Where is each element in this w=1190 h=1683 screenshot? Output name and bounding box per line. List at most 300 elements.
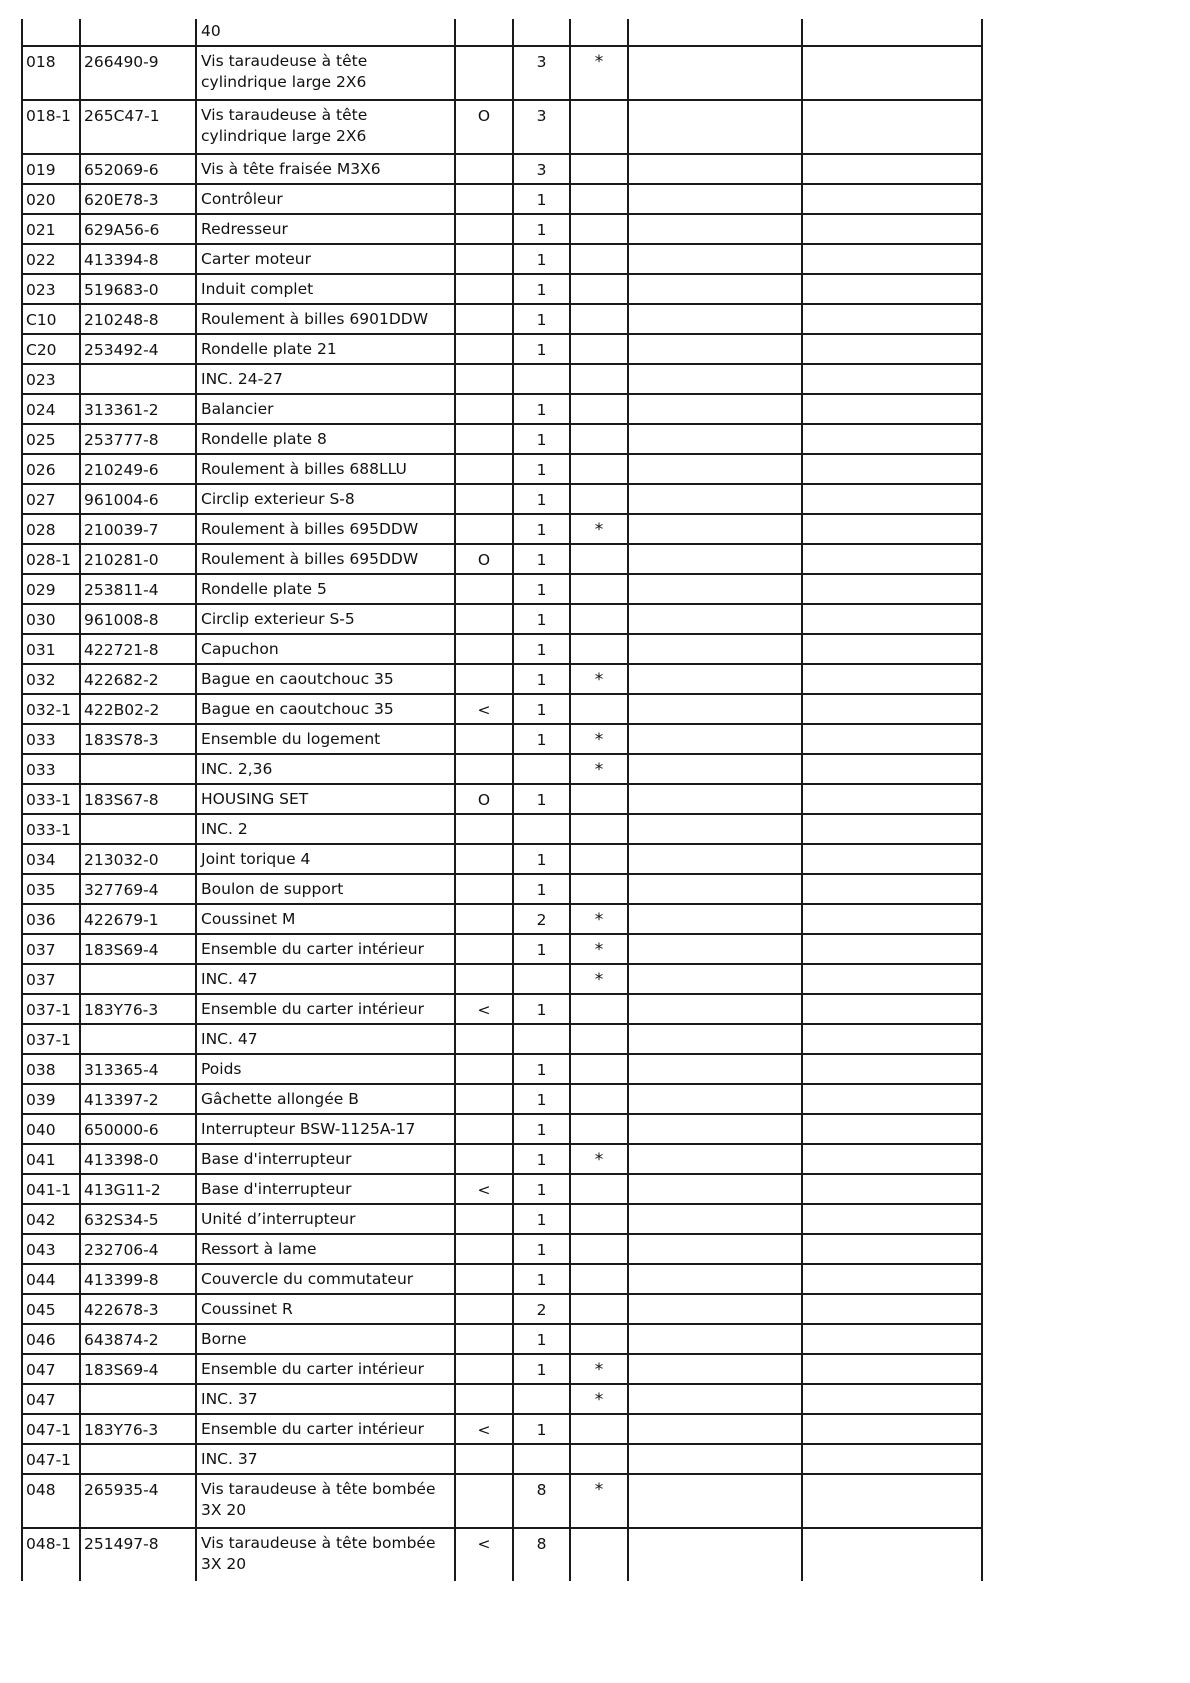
note-cell <box>628 544 802 574</box>
quantity-cell: 1 <box>513 334 570 364</box>
item-number-cell: 037-1 <box>22 1024 80 1054</box>
marker-cell <box>570 784 628 814</box>
item-number-cell: 026 <box>22 454 80 484</box>
quantity-cell <box>513 364 570 394</box>
description-text: Rondelle plate 8 <box>201 430 327 448</box>
change-flag-cell <box>455 874 513 904</box>
change-flag-cell <box>455 934 513 964</box>
item-number-cell: 048-1 <box>22 1528 80 1581</box>
quantity-cell: 1 <box>513 454 570 484</box>
description-text: Coussinet M <box>201 910 296 928</box>
table-row <box>22 1324 982 1354</box>
part-number-cell <box>80 964 196 994</box>
quantity-cell: 1 <box>513 784 570 814</box>
remarks-cell <box>802 634 982 664</box>
part-number-cell: 210039-7 <box>80 514 196 544</box>
description-cell <box>196 904 455 934</box>
table-row <box>22 1528 982 1581</box>
remarks-cell <box>802 1474 982 1528</box>
marker-cell <box>570 874 628 904</box>
quantity-cell: 1 <box>513 694 570 724</box>
remarks-cell <box>802 1054 982 1084</box>
marker-cell <box>570 100 628 154</box>
quantity-cell: 8 <box>513 1528 570 1581</box>
change-flag-cell <box>455 364 513 394</box>
part-number-cell: 643874-2 <box>80 1324 196 1354</box>
description-text: INC. 24-27 <box>201 370 283 388</box>
item-number-cell: 028-1 <box>22 544 80 574</box>
item-number-cell: 020 <box>22 184 80 214</box>
marker-cell <box>570 1204 628 1234</box>
table-row <box>22 1264 982 1294</box>
marker-cell <box>570 1264 628 1294</box>
description-cell <box>196 934 455 964</box>
note-cell <box>628 244 802 274</box>
description-text: Capuchon <box>201 640 279 658</box>
item-number-cell: 041 <box>22 1144 80 1174</box>
item-number-cell: 022 <box>22 244 80 274</box>
marker-cell <box>570 1084 628 1114</box>
marker-cell <box>570 574 628 604</box>
change-flag-cell <box>455 1234 513 1264</box>
description-text: INC. 37 <box>201 1390 258 1408</box>
marker-cell: * <box>570 724 628 754</box>
table-row <box>22 904 982 934</box>
quantity-cell: 1 <box>513 724 570 754</box>
description-cell <box>196 574 455 604</box>
note-cell <box>628 724 802 754</box>
note-cell <box>628 1174 802 1204</box>
description-cell <box>196 1324 455 1354</box>
part-number-cell: 961004-6 <box>80 484 196 514</box>
remarks-cell <box>802 964 982 994</box>
remarks-cell <box>802 214 982 244</box>
quantity-cell <box>513 964 570 994</box>
note-cell <box>628 484 802 514</box>
remarks-cell <box>802 1144 982 1174</box>
marker-cell <box>570 994 628 1024</box>
note-cell <box>628 304 802 334</box>
change-flag-cell <box>455 184 513 214</box>
note-cell <box>628 1444 802 1474</box>
change-flag-cell <box>455 574 513 604</box>
marker-cell <box>570 1024 628 1054</box>
note-cell <box>628 694 802 724</box>
remarks-cell <box>802 244 982 274</box>
note-cell <box>628 754 802 784</box>
quantity-cell: 1 <box>513 394 570 424</box>
remarks-cell <box>802 694 982 724</box>
description-cell <box>196 1144 455 1174</box>
note-cell <box>628 454 802 484</box>
change-flag-cell <box>455 46 513 100</box>
table-row <box>22 844 982 874</box>
remarks-cell <box>802 1444 982 1474</box>
description-text: Borne <box>201 1330 247 1348</box>
table-row <box>22 694 982 724</box>
description-text: Unité d’interrupteur <box>201 1210 356 1228</box>
item-number-cell: 047 <box>22 1384 80 1414</box>
item-number-cell: 045 <box>22 1294 80 1324</box>
description-text: Ensemble du carter intérieur <box>201 1420 424 1438</box>
description-cell <box>196 1384 455 1414</box>
marker-cell <box>570 1234 628 1264</box>
description-cell <box>196 424 455 454</box>
quantity-cell: 1 <box>513 634 570 664</box>
description-text: Bague en caoutchouc 35 <box>201 670 394 688</box>
quantity-cell: 8 <box>513 1474 570 1528</box>
part-number-cell: 183S78-3 <box>80 724 196 754</box>
note-cell <box>628 1024 802 1054</box>
table-row <box>22 274 982 304</box>
marker-cell: * <box>570 664 628 694</box>
marker-cell <box>570 244 628 274</box>
description-cell <box>196 1444 455 1474</box>
remarks-cell <box>802 724 982 754</box>
change-flag-cell <box>455 1474 513 1528</box>
table-row <box>22 1414 982 1444</box>
part-number-cell: 413394-8 <box>80 244 196 274</box>
item-number-cell: 033 <box>22 754 80 784</box>
part-number-cell <box>80 1384 196 1414</box>
description-cell <box>196 1264 455 1294</box>
remarks-cell <box>802 1294 982 1324</box>
note-cell <box>628 1354 802 1384</box>
description-text: Ressort à lame <box>201 1240 317 1258</box>
change-flag-cell <box>455 1324 513 1354</box>
change-flag-cell <box>455 1444 513 1474</box>
note-cell <box>628 274 802 304</box>
note-cell <box>628 844 802 874</box>
item-number-cell: 044 <box>22 1264 80 1294</box>
remarks-cell <box>802 46 982 100</box>
table-row <box>22 1294 982 1324</box>
table-row <box>22 46 982 100</box>
part-number-cell: 183Y76-3 <box>80 994 196 1024</box>
part-number-cell: 961008-8 <box>80 604 196 634</box>
quantity-cell: 1 <box>513 484 570 514</box>
table-row <box>22 784 982 814</box>
change-flag-cell <box>455 1084 513 1114</box>
description-cell <box>196 874 455 904</box>
description-cell <box>196 1414 455 1444</box>
item-number-cell: 035 <box>22 874 80 904</box>
quantity-cell: 1 <box>513 1324 570 1354</box>
table-row <box>22 1354 982 1384</box>
part-number-cell: 413G11-2 <box>80 1174 196 1204</box>
description-cell <box>196 100 455 154</box>
part-number-cell: 413399-8 <box>80 1264 196 1294</box>
remarks-cell <box>802 784 982 814</box>
marker-cell <box>570 1054 628 1084</box>
note-cell <box>628 934 802 964</box>
item-number-cell: 048 <box>22 1474 80 1528</box>
marker-cell <box>570 19 628 46</box>
description-cell <box>196 604 455 634</box>
note-cell <box>628 1144 802 1174</box>
table-row <box>22 1024 982 1054</box>
change-flag-cell <box>455 424 513 454</box>
remarks-cell <box>802 664 982 694</box>
table-row <box>22 1384 982 1414</box>
description-text: Ensemble du carter intérieur <box>201 940 424 958</box>
marker-cell <box>570 844 628 874</box>
part-number-cell: 183Y76-3 <box>80 1414 196 1444</box>
remarks-cell <box>802 334 982 364</box>
description-text: INC. 47 <box>201 1030 258 1048</box>
quantity-cell: 1 <box>513 994 570 1024</box>
description-cell <box>196 844 455 874</box>
description-cell <box>196 46 455 100</box>
item-number-cell: 033 <box>22 724 80 754</box>
change-flag-cell: < <box>455 1528 513 1581</box>
description-cell <box>196 544 455 574</box>
marker-cell <box>570 604 628 634</box>
quantity-cell: 3 <box>513 154 570 184</box>
table-row <box>22 514 982 544</box>
parts-table <box>21 19 983 1581</box>
item-number-cell: 021 <box>22 214 80 244</box>
note-cell <box>628 19 802 46</box>
description-text: Base d'interrupteur <box>201 1150 352 1168</box>
change-flag-cell <box>455 1294 513 1324</box>
quantity-cell: 1 <box>513 184 570 214</box>
description-text: Couvercle du commutateur <box>201 1270 414 1288</box>
note-cell <box>628 574 802 604</box>
table-row <box>22 934 982 964</box>
marker-cell: * <box>570 46 628 100</box>
item-number-cell: 024 <box>22 394 80 424</box>
change-flag-cell <box>455 1144 513 1174</box>
item-number-cell: 036 <box>22 904 80 934</box>
change-flag-cell <box>455 394 513 424</box>
item-number-cell: 028 <box>22 514 80 544</box>
remarks-cell <box>802 1234 982 1264</box>
marker-cell <box>570 814 628 844</box>
remarks-cell <box>802 19 982 46</box>
change-flag-cell: O <box>455 100 513 154</box>
table-row <box>22 1474 982 1528</box>
marker-cell: * <box>570 1384 628 1414</box>
quantity-cell: 1 <box>513 544 570 574</box>
remarks-cell <box>802 1528 982 1581</box>
description-cell <box>196 19 455 46</box>
item-number-cell: 038 <box>22 1054 80 1084</box>
description-cell <box>196 364 455 394</box>
change-flag-cell: < <box>455 1414 513 1444</box>
quantity-cell: 1 <box>513 274 570 304</box>
quantity-cell: 2 <box>513 904 570 934</box>
item-number-cell: 037 <box>22 964 80 994</box>
note-cell <box>628 1324 802 1354</box>
description-cell <box>196 1174 455 1204</box>
remarks-cell <box>802 1264 982 1294</box>
part-number-cell: 253777-8 <box>80 424 196 454</box>
note-cell <box>628 424 802 454</box>
marker-cell: * <box>570 964 628 994</box>
table-row <box>22 1234 982 1264</box>
change-flag-cell <box>455 334 513 364</box>
change-flag-cell <box>455 1384 513 1414</box>
note-cell <box>628 814 802 844</box>
change-flag-cell <box>455 1054 513 1084</box>
description-text: Coussinet R <box>201 1300 293 1318</box>
table-row <box>22 574 982 604</box>
description-text: Vis taraudeuse à tête bombée 3X 20 <box>201 1534 436 1573</box>
table-row <box>22 100 982 154</box>
part-number-cell: 183S69-4 <box>80 1354 196 1384</box>
part-number-cell: 210248-8 <box>80 304 196 334</box>
quantity-cell: 1 <box>513 1204 570 1234</box>
description-cell <box>196 964 455 994</box>
description-cell <box>196 334 455 364</box>
item-number-cell: 047-1 <box>22 1444 80 1474</box>
description-cell <box>196 694 455 724</box>
remarks-cell <box>802 1024 982 1054</box>
description-cell <box>196 1204 455 1234</box>
remarks-cell <box>802 514 982 544</box>
marker-cell <box>570 364 628 394</box>
part-number-cell: 265935-4 <box>80 1474 196 1528</box>
part-number-cell: 422682-2 <box>80 664 196 694</box>
description-text: Vis taraudeuse à tête cylindrique large 2X6 <box>201 52 368 91</box>
description-cell <box>196 274 455 304</box>
part-number-cell: 253811-4 <box>80 574 196 604</box>
item-number-cell: 034 <box>22 844 80 874</box>
table-row <box>22 214 982 244</box>
part-number-cell: 183S69-4 <box>80 934 196 964</box>
marker-cell <box>570 154 628 184</box>
table-row <box>22 994 982 1024</box>
note-cell <box>628 214 802 244</box>
description-text: Vis taraudeuse à tête bombée 3X 20 <box>201 1480 436 1519</box>
note-cell <box>628 394 802 424</box>
part-number-cell: 232706-4 <box>80 1234 196 1264</box>
change-flag-cell <box>455 514 513 544</box>
change-flag-cell <box>455 1264 513 1294</box>
note-cell <box>628 1414 802 1444</box>
description-cell <box>196 664 455 694</box>
remarks-cell <box>802 364 982 394</box>
quantity-cell: 1 <box>513 934 570 964</box>
marker-cell: * <box>570 1354 628 1384</box>
description-text: Roulement à billes 695DDW <box>201 550 419 568</box>
change-flag-cell <box>455 604 513 634</box>
marker-cell <box>570 1114 628 1144</box>
description-text: Vis à tête fraisée M3X6 <box>201 160 381 178</box>
item-number-cell: 023 <box>22 274 80 304</box>
part-number-cell: 652069-6 <box>80 154 196 184</box>
item-number-cell: 023 <box>22 364 80 394</box>
marker-cell <box>570 334 628 364</box>
change-flag-cell: < <box>455 694 513 724</box>
note-cell <box>628 1084 802 1114</box>
part-number-cell <box>80 1444 196 1474</box>
quantity-cell: 3 <box>513 100 570 154</box>
item-number-cell: 033-1 <box>22 784 80 814</box>
description-text: Induit complet <box>201 280 314 298</box>
item-number-cell: C20 <box>22 334 80 364</box>
marker-cell: * <box>570 934 628 964</box>
quantity-cell: 1 <box>513 1114 570 1144</box>
note-cell <box>628 514 802 544</box>
description-text: Gâchette allongée B <box>201 1090 359 1108</box>
change-flag-cell: O <box>455 544 513 574</box>
part-number-cell <box>80 814 196 844</box>
part-number-cell: 313361-2 <box>80 394 196 424</box>
item-number-cell: 031 <box>22 634 80 664</box>
description-text: Roulement à billes 6901DDW <box>201 310 429 328</box>
table-row <box>22 1174 982 1204</box>
note-cell <box>628 964 802 994</box>
remarks-cell <box>802 844 982 874</box>
description-cell <box>196 154 455 184</box>
change-flag-cell: O <box>455 784 513 814</box>
marker-cell: * <box>570 1144 628 1174</box>
part-number-cell: 213032-0 <box>80 844 196 874</box>
note-cell <box>628 1054 802 1084</box>
table-row <box>22 424 982 454</box>
quantity-cell: 1 <box>513 1234 570 1264</box>
change-flag-cell <box>455 844 513 874</box>
description-text: 40 <box>201 22 221 40</box>
description-text: INC. 2,36 <box>201 760 273 778</box>
remarks-cell <box>802 1204 982 1234</box>
table-row <box>22 634 982 664</box>
note-cell <box>628 1384 802 1414</box>
quantity-cell: 1 <box>513 1414 570 1444</box>
table-row <box>22 454 982 484</box>
description-text: INC. 2 <box>201 820 248 838</box>
item-number-cell: 018 <box>22 46 80 100</box>
note-cell <box>628 604 802 634</box>
table-row <box>22 664 982 694</box>
item-number-cell: 037-1 <box>22 994 80 1024</box>
note-cell <box>628 1474 802 1528</box>
description-cell <box>196 1114 455 1144</box>
table-row <box>22 544 982 574</box>
quantity-cell: 3 <box>513 46 570 100</box>
item-number-cell: 019 <box>22 154 80 184</box>
table-row <box>22 484 982 514</box>
change-flag-cell <box>455 1114 513 1144</box>
table-row <box>22 244 982 274</box>
table-row <box>22 19 982 46</box>
marker-cell <box>570 304 628 334</box>
part-number-cell <box>80 754 196 784</box>
quantity-cell <box>513 1384 570 1414</box>
table-row <box>22 1144 982 1174</box>
remarks-cell <box>802 814 982 844</box>
description-cell <box>196 394 455 424</box>
item-number-cell: 033-1 <box>22 814 80 844</box>
note-cell <box>628 100 802 154</box>
description-text: Ensemble du logement <box>201 730 381 748</box>
remarks-cell <box>802 604 982 634</box>
description-cell <box>196 1474 455 1528</box>
item-number-cell: C10 <box>22 304 80 334</box>
change-flag-cell <box>455 454 513 484</box>
item-number-cell: 047 <box>22 1354 80 1384</box>
item-number-cell: 029 <box>22 574 80 604</box>
part-number-cell: 519683-0 <box>80 274 196 304</box>
description-cell <box>196 784 455 814</box>
change-flag-cell <box>455 664 513 694</box>
marker-cell: * <box>570 1474 628 1528</box>
remarks-cell <box>802 424 982 454</box>
quantity-cell: 1 <box>513 1174 570 1204</box>
marker-cell <box>570 694 628 724</box>
